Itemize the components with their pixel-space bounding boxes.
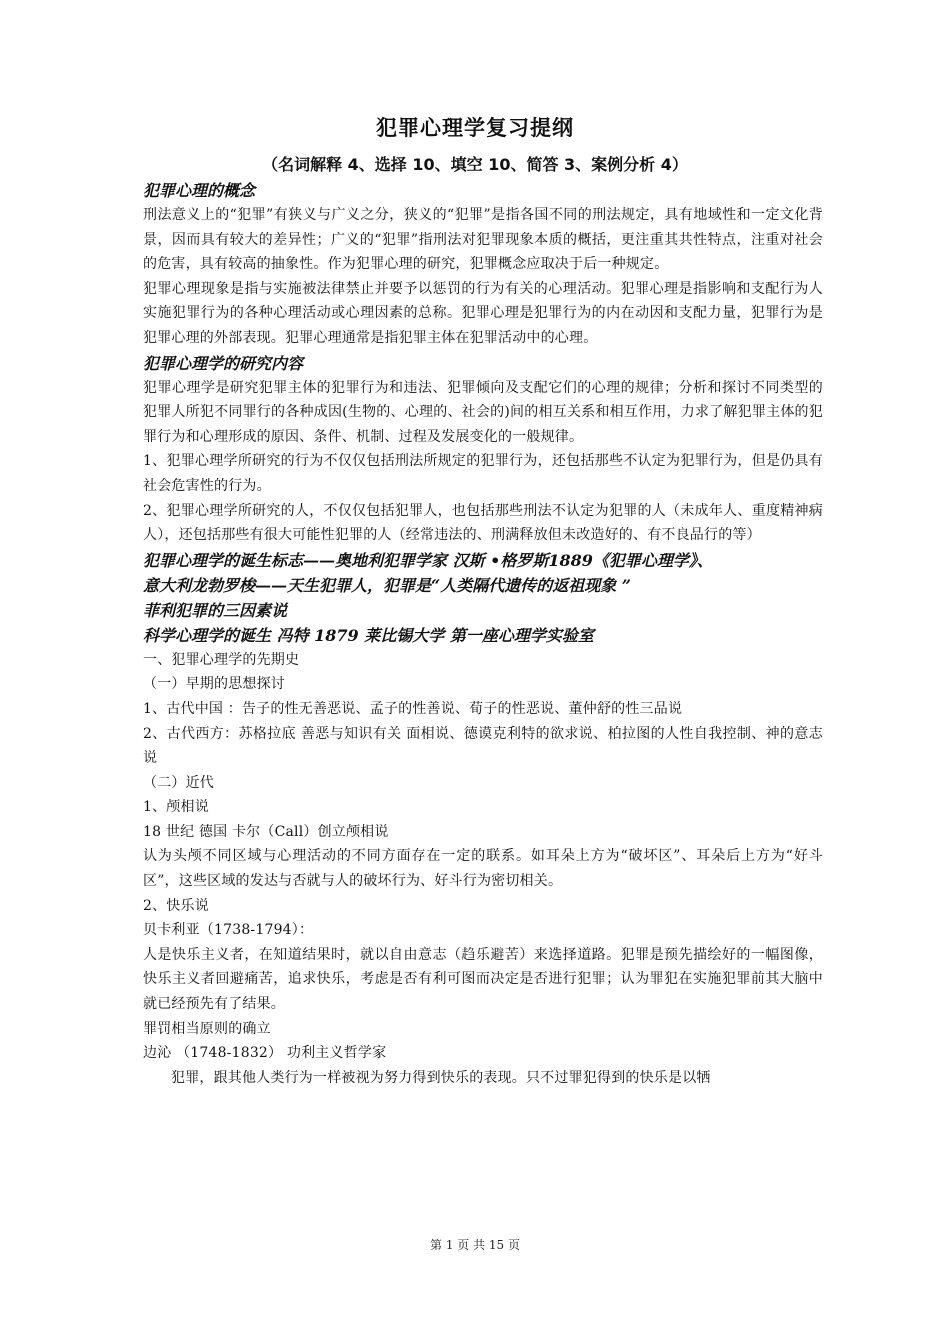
bold-line-birth: 犯罪心理学的诞生标志——奥地利犯罪学家 汉斯 •格罗斯1889《犯罪心理学》、	[143, 550, 713, 570]
paragraph-bentham: 犯罪，跟其他人类行为一样被视为努力得到快乐的表现。只不过罪犯得到的快乐是以牺	[171, 1069, 711, 1086]
paragraph-crime-psychology: 犯罪心理现象是指与实施被法律禁止并要予以惩罚的行为有关的心理活动。犯罪心理是指影响和支配行为人实施犯罪行为的各种心理活动或心理因素的总称。犯罪心理是犯罪行为的内在动因和支配力量，犯罪行为是犯罪心理的外部表现。犯罪心理通常是指犯罪主体在犯罪活动中的心理。	[143, 280, 823, 346]
bold-line-lombroso: 意大利龙勃罗梭——天生犯罪人，犯罪是“人类隔代遗传的返祖现象 ”	[143, 575, 631, 595]
page-number: 第 1 页 共 15 页	[430, 1238, 520, 1252]
paragraph-crime-definition: 刑法意义上的“犯罪”有狭义与广义之分，狭义的“犯罪”是指各国不同的刑法规定，具有地域性和一定文化背景，因而具有较大的差异性；广义的“犯罪”指刑法对犯罪现象本质的概括，更注重其共性特点，注重对社会的危害，具有较高的抽象性。作为犯罪心理的研究，犯罪概念应取决于后一种规定。	[143, 207, 823, 273]
paragraph-research-content: 犯罪心理学是研究犯罪主体的犯罪行为和违法、犯罪倾向及支配它们的心理的规律；分析和探讨不同类型的犯罪人所犯不同罪行的各种成因(生物的、心理的、社会的)间的相互关系和相互作用，力求了解犯罪主体的犯罪行为和心理形成的原因、条件、机制、过程及发展变化的一般规律。	[143, 379, 823, 445]
bold-line-ferri: 菲利犯罪的三因素说	[143, 600, 288, 620]
bold-line-wundt: 科学心理学的诞生 冯特 1879 莱比锡大学 第一座心理学实验室	[143, 625, 594, 645]
paragraph-phrenology: 认为头颅不同区域与心理活动的不同方面存在一定的联系。如耳朵上方为“破坏区”、耳朵后上方为“好斗区”，这些区域的发达与否就与人的破坏行为、好斗行为密切相关。	[143, 848, 823, 890]
line-gall: 18 世纪 德国 卡尔（Call）创立颅相说	[143, 823, 389, 840]
line-beccaria: 贝卡利亚（1738-1794）：	[143, 922, 314, 939]
paragraph-hedonism: 人是快乐主义者，在知道结果时，就以自由意志（趋乐避苦）来选择道路。犯罪是预先描绘好的一幅图像，快乐主义者回避痛苦，追求快乐，考虑是否有利可图而决定是否进行犯罪；认为罪犯在实施犯罪前其大脑中就已经预先有了结果。	[143, 946, 823, 1013]
item-ancient-west: 2、古代西方：苏格拉底 善恶与知识有关 面相说、德谟克利特的欲求说、柏拉图的人性自我控制、神的意志说	[143, 725, 823, 767]
heading-hedonism: 2、快乐说	[143, 897, 209, 914]
section-heading-concept: 犯罪心理的概念	[143, 181, 256, 200]
heading-prehistory: 一、犯罪心理学的先期史	[143, 651, 300, 668]
paragraph-research-behavior: 1、犯罪心理学所研究的行为不仅仅包括刑法所规定的犯罪行为，还包括那些不认定为犯罪行为，但是仍具有社会危害性的行为。	[143, 453, 823, 494]
line-bentham: 边沁 （1748-1832） 功利主义哲学家	[143, 1045, 387, 1062]
paragraph-research-people: 2、犯罪心理学所研究的人，不仅仅包括犯罪人，也包括那些刑法不认定为犯罪的人（未成年人、重度精神病人），还包括那些有很大可能性犯罪的人（经常违法的、刑满释放但未改造好的、有不良品行的等）	[143, 502, 823, 544]
document-body	[143, 178, 823, 1090]
document-subtitle: （名词解释 4、选择 10、填空 10、简答 3、案例分析 4）	[262, 155, 688, 174]
document-title: 犯罪心理学复习提纲	[376, 116, 574, 140]
item-ancient-china: 1、古代中国 ：告子的性无善恶说、孟子的性善说、荀子的性恶说、董仲舒的性三品说	[143, 700, 683, 717]
heading-phrenology: 1、颅相说	[143, 799, 209, 816]
heading-modern: （二）近代	[143, 774, 214, 791]
section-heading-research: 犯罪心理学的研究内容	[143, 353, 304, 373]
heading-early-thought: （一）早期的思想探讨	[143, 676, 285, 693]
line-principle: 罪罚相当原则的确立	[143, 1020, 271, 1037]
